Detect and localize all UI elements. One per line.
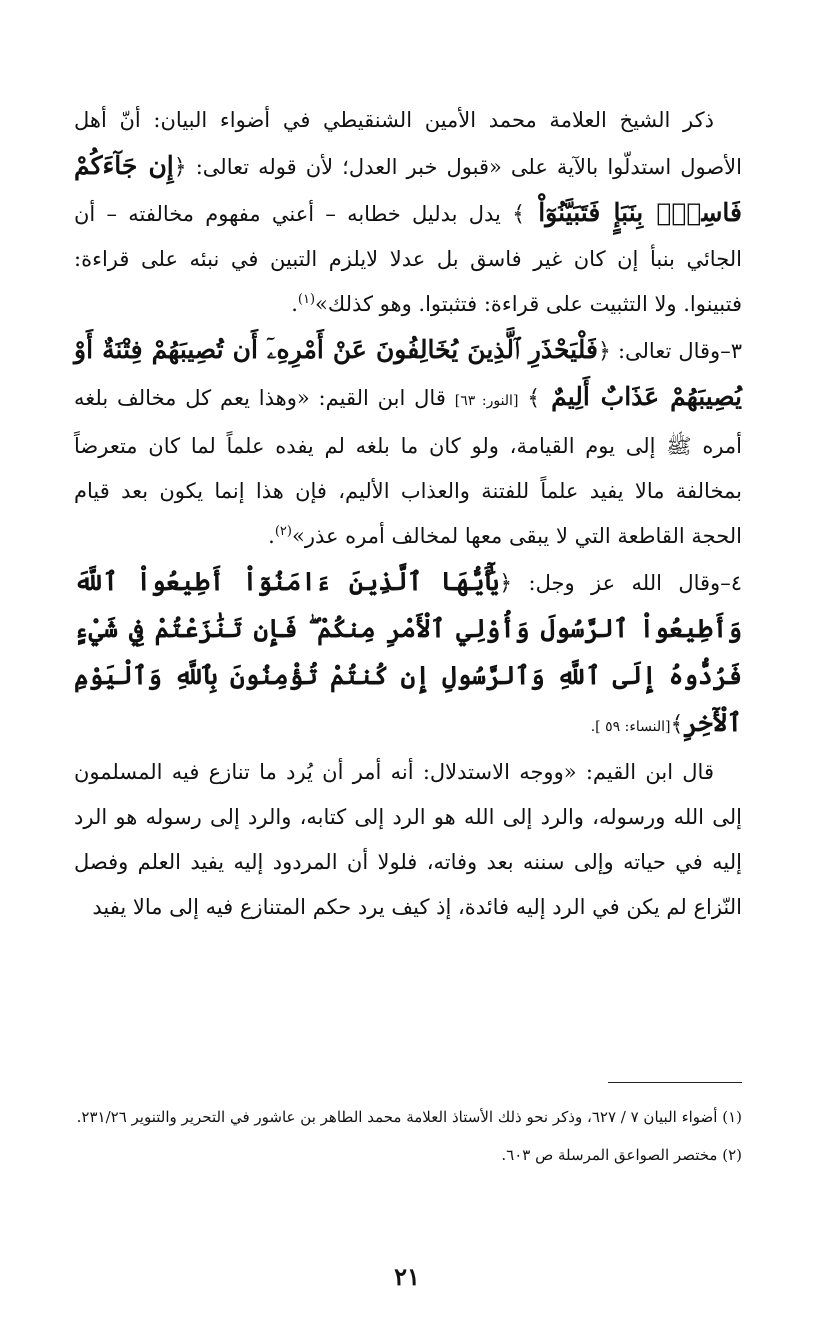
paragraph-1: ذكر الشيخ العلامة محمد الأمين الشنقيطي في أضواء البيان: أنّ أهل الأصول استدلّوا بالآية على «قبول خبر العدل؛ لأن قوله تعالى: ﴿إِن جَآءَكُمْ فَاسِقٌۢ بِنَبَإٍ فَتَبَيَّنُوٓاْ ﴾ يدل بدليل خطابه – أعني مفهوم مخالفته – أن الجائي بنبأ إن كان غير فاسق بل عدلا لايلزم التبين في نبئه على قراءة: فتبينوا. ولا التثبيت على قراءة: فتثبتوا. وهو كذلك»$^{(١)}$. bbox=[74, 108, 742, 316]
paragraph-1-text-start: ذكر الشيخ العلامة محمد الأمين الشنقيطي في أضواء البيان: أنّ أهل الأصول استدلّوا بالآية على «قبول خبر العدل؛ لأن قوله تعالى: bbox=[74, 108, 742, 179]
footnote-marker-1[interactable]: (١) bbox=[297, 292, 316, 307]
paragraph-2: ٣–وقال تعالى: ﴿فَلْيَحْذَرِ ٱلَّذِينَ يُخَالِفُونَ عَنْ أَمْرِهِۦٓ أَن تُصِيبَهُمْ فِتْنَةٌ أَوْ يُصِيبَهُمْ عَذَابٌ أَلِيمٌ ﴾ [النور: ٦٣] قال ابن القيم: «وهذا يعم كل مخالف بلغه أمره ﷺ إلى يوم القيامة، ولو كان ما بلغه لم يفده علماً لما كان متعرضاً بمخالفة مالا يفيد علماً للفتنة والعذاب الأليم، فإن هذا إنما يكون بعد قيام الحجة القاطعة التي لا يبقى معها لمخالف أمره عذر»$^{(٢)}$. bbox=[74, 335, 742, 548]
paragraph-4 bbox=[74, 750, 742, 930]
page-number: ٢١ bbox=[394, 1262, 420, 1291]
paragraph-2-intro: ٣–وقال تعالى: bbox=[617, 339, 742, 363]
paragraph-3 bbox=[74, 559, 742, 750]
paragraph-1-text-end: يدل بدليل خطابه – أعني مفهوم مخالفته – أن الجائي بنبأ إن كان غير فاسق بل عدلا لايلزم التبين في نبئه على قراءة: فتبينوا. ولا التثبيت على قراءة: فتثبتوا. وهو كذلك» bbox=[74, 202, 742, 316]
quran-verse-3: ﴿يَٰٓأَيُّهَا ٱلَّذِينَ ءَامَنُوٓاْ أَطِيعُواْ ٱللَّهَ وَأَطِيعُواْ ٱلرَّسُولَ وَأُوْلِي ٱلْأَمْرِ مِنكُمْ ۖ فَإِن تَنَٰزَعْتُمْ فِي شَيْءٍ فَرُدُّوهُ إِلَى ٱللَّهِ وَٱلرَّسُولِ إِن كُنتُمْ تُؤْمِنُونَ بِٱللَّهِ وَٱلْيَوْمِ ٱلْأٓخِرِ﴾ bbox=[74, 567, 742, 737]
surah-reference-3: [النساء: ٥٩ ]. bbox=[590, 719, 671, 735]
footnote-1: (١) أضواء البيان ٧ / ٦٢٧، وذكر نحو ذلك الأستاذ العلامة محمد الطاهر بن عاشور في التحرير والتنوير ٢٣١/٢٦. bbox=[76, 1108, 742, 1126]
paragraph-2-text: قال ابن القيم: «وهذا يعم كل مخالف بلغه أمره ﷺ إلى يوم القيامة، ولو كان ما بلغه لم يفده علماً لما كان متعرضاً بمخالفة مالا يفيد علماً للفتنة والعذاب الأليم، فإن هذا إنما يكون بعد قيام الحجة القاطعة التي لا يبقى معها لمخالف أمره عذر» bbox=[74, 386, 742, 548]
quran-verse-2: ﴿فَلْيَحْذَرِ ٱلَّذِينَ يُخَالِفُونَ عَنْ أَمْرِهِۦٓ أَن تُصِيبَهُمْ فِتْنَةٌ أَوْ يُصِيبَهُمْ عَذَابٌ أَلِيمٌ ﴾ bbox=[74, 335, 742, 411]
paragraph-4-text: قال ابن القيم: «ووجه الاستدلال: أنه أمر أن يُرد ما تنازع فيه المسلمون إلى الله ورسوله، والرد إلى الله هو الرد إلى كتابه، والرد إلى رسوله هو الرد إليه في حياته وإلى سننه بعد وفاته، فلولا أن المردود إليه يفيد العلم وفصل النّزاع لم يكن في الرد إليه فائدة، إذ كيف يرد حكم المتنازع فيه إلى مالا يفيد bbox=[74, 760, 743, 919]
surah-reference-2: [النور: ٦٣] bbox=[454, 393, 519, 409]
page-body bbox=[74, 98, 742, 930]
footnote-2: (٢) مختصر الصواعق المرسلة ص ٦٠٣. bbox=[501, 1146, 742, 1164]
footnote-divider bbox=[608, 1082, 742, 1083]
footnotes bbox=[74, 1098, 742, 1174]
quran-verse-1: ﴿إِن جَآءَكُمْ فَاسِقٌۢ بِنَبَإٍ فَتَبَيَّنُوٓاْ ﴾ bbox=[74, 151, 742, 227]
paragraph-3-intro: ٤–وقال الله عز وجل: bbox=[528, 571, 742, 595]
footnote-marker-2[interactable]: (٢) bbox=[274, 524, 292, 539]
